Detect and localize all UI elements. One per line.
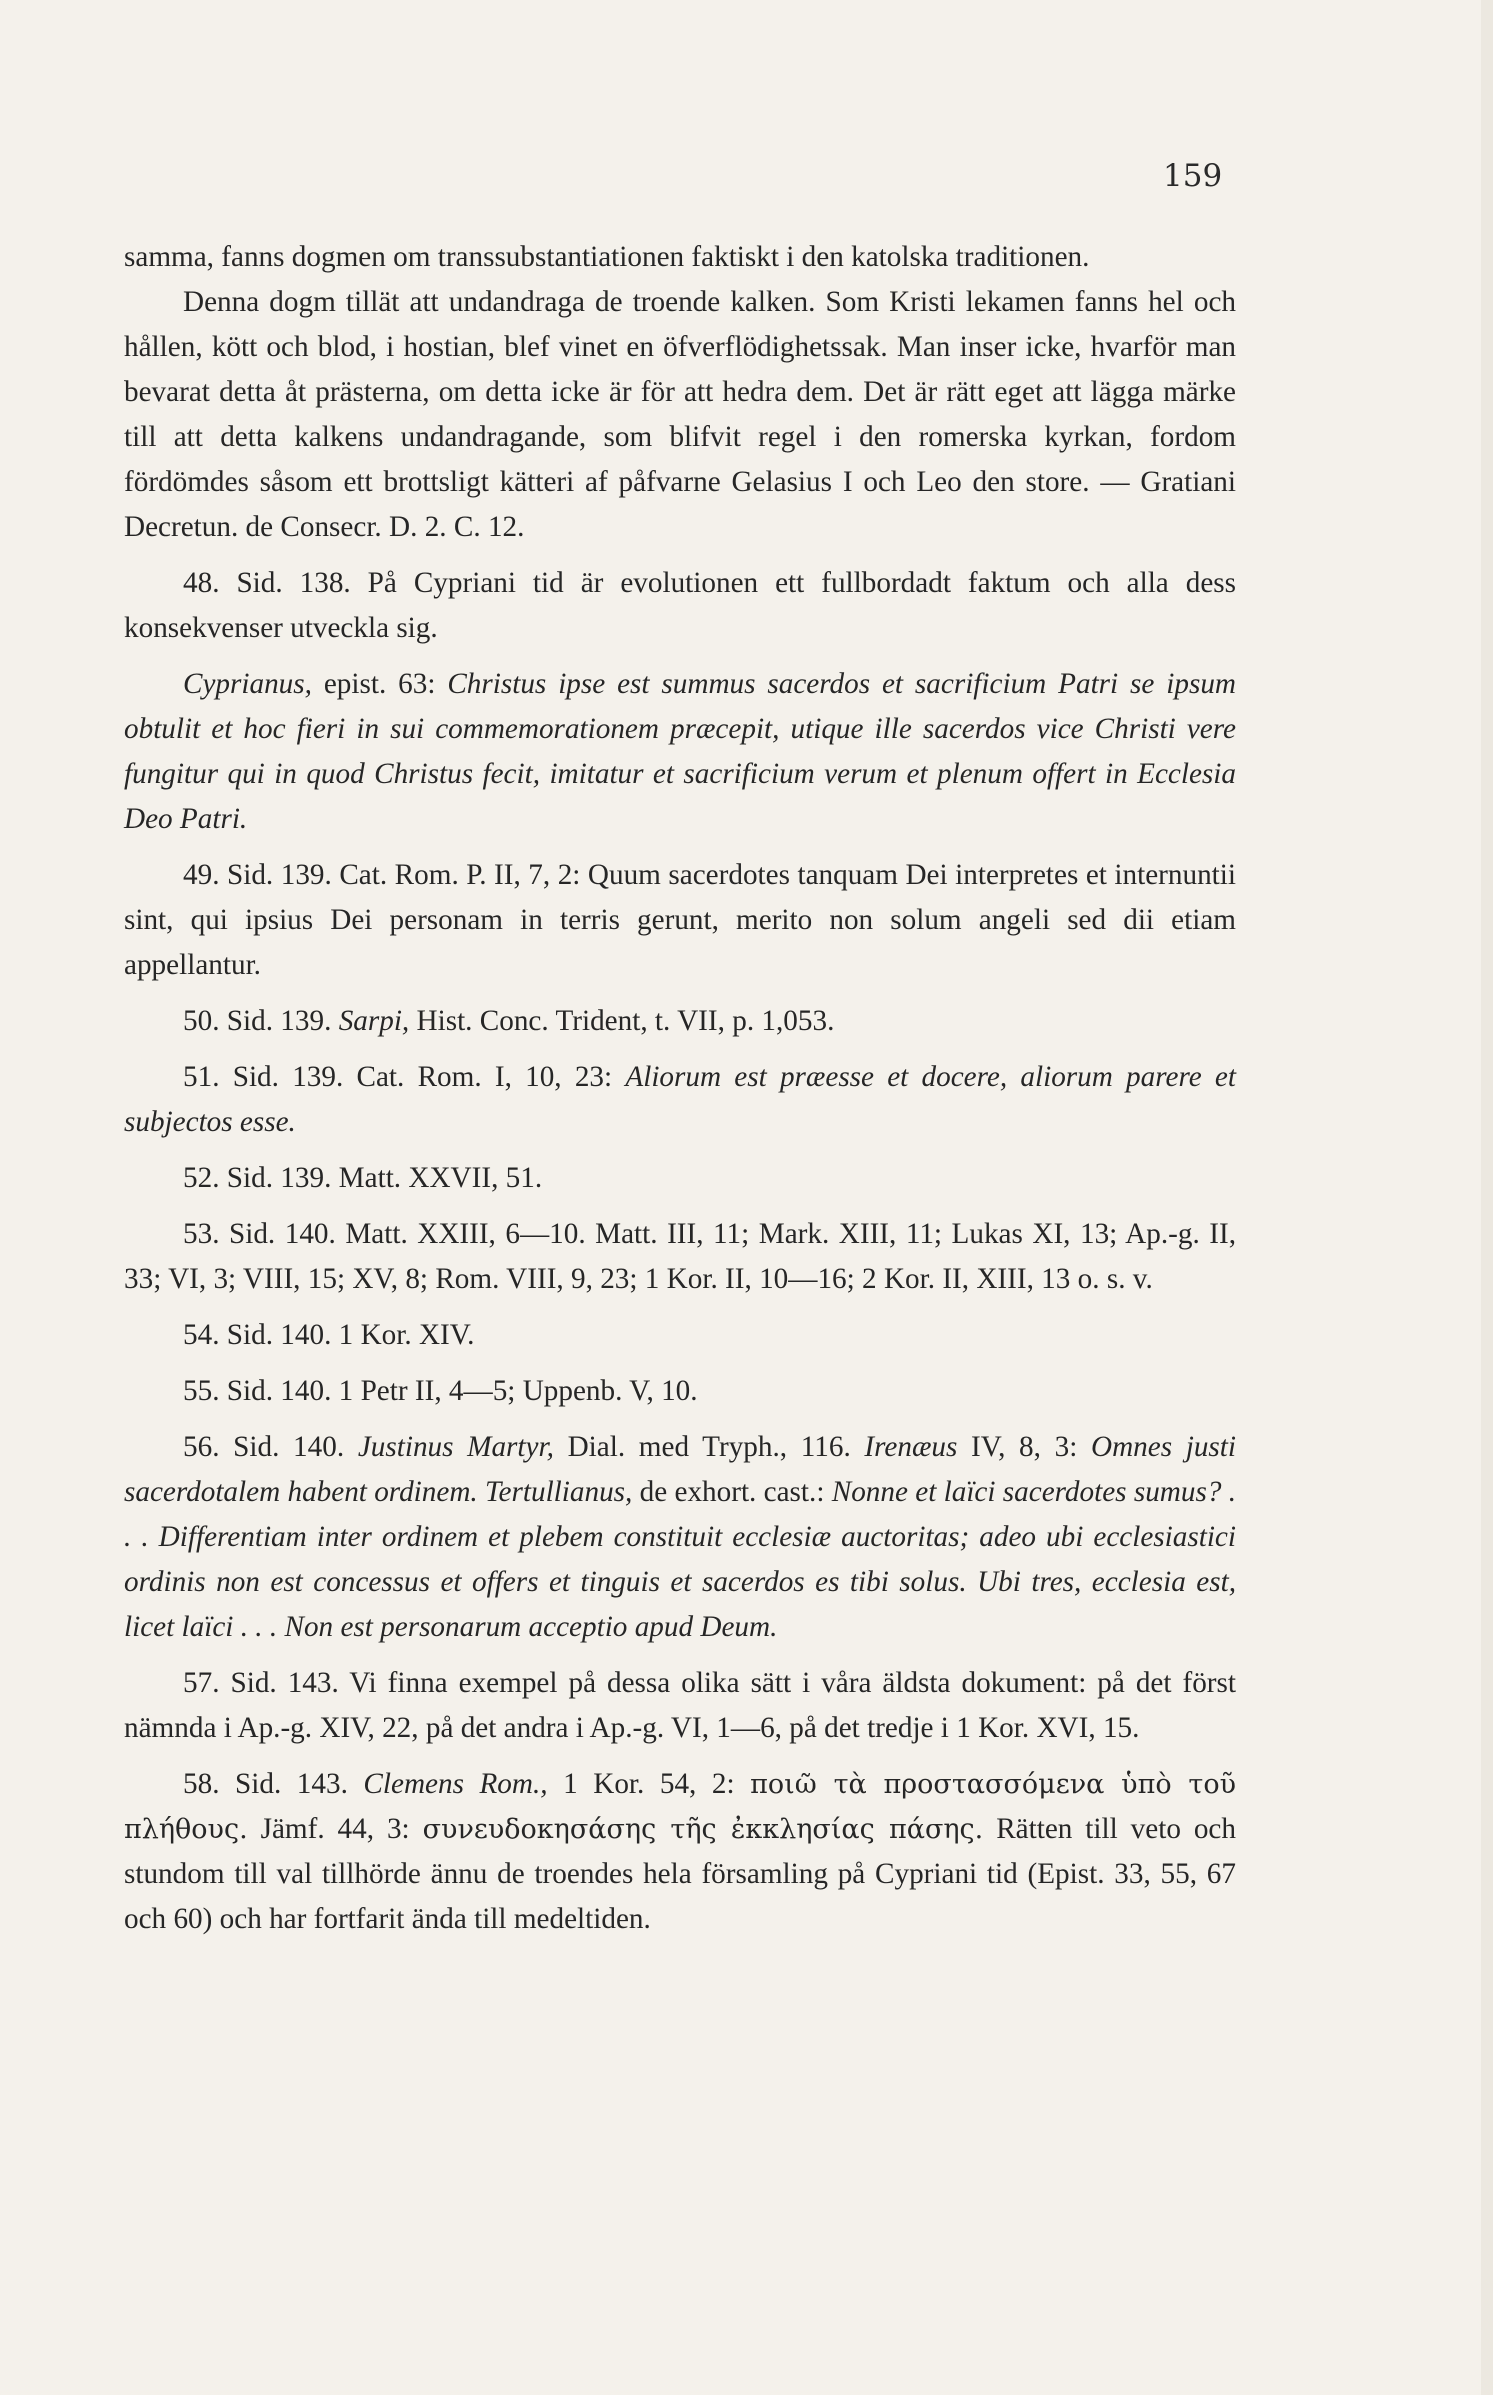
body-text [124, 235, 1236, 1942]
text-run: Rätten till veto och stundom till val tillhörde ännu de troendes hela församling på Cypriani tid (Epist. 33, 55, 67 och 60) och har fortfarit ända till medeltiden. [124, 1813, 1236, 1935]
paragraph [124, 853, 1236, 988]
text-run: epist. 63: [311, 668, 448, 700]
paragraph [124, 999, 1236, 1044]
text-run: Dial. med Tryph., 116. [553, 1431, 865, 1463]
italic-text: Sarpi, [338, 1005, 410, 1037]
text-run: Denna dogm tillät att undandraga de troende kalken. Som Kristi lekamen fanns hel och hållen, kött och blod, i hostian, blef vinet en öfverflödighetssak. Man inser icke, hvarför man bevarat detta åt prästerna, om detta icke är för att hedra dem. Det är rätt eget att lägga märke till att detta kalkens undandragande, som blifvit regel i den romerska kyrkan, fordom fördömdes såsom ett brottsligt kätteri af påfvarne Gelasius I och Leo den store. — Gratiani Decretun. de Consecr. D. 2. C. 12. [124, 286, 1236, 543]
text-run: 1 Kor. 54, 2: [547, 1768, 751, 1800]
italic-text: Clemens Rom., [363, 1768, 548, 1800]
text-run: Jämf. 44, 3: [247, 1813, 423, 1845]
text-run: de exhort. cast.: [632, 1476, 832, 1508]
paragraph [124, 1313, 1236, 1358]
text-run: IV, 8, 3: [957, 1431, 1091, 1463]
text-run: 53. Sid. 140. Matt. XXIII, 6—10. Matt. III, 11; Mark. XIII, 11; Lukas XI, 13; Ap.-g. II, 33; VI, 3; VIII, 15; XV, 8; Rom. VIII, 9, 23; 1 Kor. II, 10—16; 2 Kor. II, XIII, 13 o. s. v. [124, 1218, 1236, 1295]
italic-text: Omnes justi sacerdotalem habent ordinem. Tertullianus, [124, 1431, 1237, 1508]
italic-text: Christus ipse est summus sacerdos et sacrificium Patri se ipsum obtulit et hoc fieri in sui commemorationem præcepit, utique ille sacerdos vice Christi vere fungitur qui in quod Christus fecit, imitatur et sacrificium verum et plenum offert in Ecclesia Deo Patri. [124, 668, 1236, 835]
paragraph [124, 1661, 1236, 1751]
paragraph [124, 1369, 1236, 1414]
paragraph [124, 1212, 1236, 1302]
paragraph [124, 1425, 1236, 1650]
text-run: 49. Sid. 139. Cat. Rom. P. II, 7, 2: Quum sacerdotes tanquam Dei interpretes et internuntii sint, qui ipsius Dei personam in terris gerunt, merito non solum angeli sed dii etiam appellantur. [124, 859, 1236, 981]
paragraph [124, 1762, 1236, 1942]
paragraph [124, 1055, 1236, 1145]
greek-text: συνευδοκησάσης τῆς ἐκκλησίας πάσης. [422, 1814, 984, 1845]
text-run: Hist. Conc. Trident, t. VII, p. 1,053. [409, 1005, 835, 1037]
page-edge [1481, 0, 1493, 2395]
paragraph [124, 662, 1236, 842]
text-run: 55. Sid. 140. 1 Petr II, 4—5; Uppenb. V, 10. [183, 1375, 698, 1407]
italic-text: Cyprianus, [183, 668, 312, 700]
italic-text: Justinus Martyr, [357, 1431, 554, 1463]
greek-text: ποιῶ τὰ προστασσόμενα ὑπὸ τοῦ πλήθους. [124, 1769, 1237, 1845]
text-run: 51. Sid. 139. Cat. Rom. I, 10, 23: [183, 1061, 626, 1093]
italic-text: Irenæus [864, 1431, 958, 1463]
text-run: 56. Sid. 140. [183, 1431, 358, 1463]
text-run: 54. Sid. 140. 1 Kor. XIV. [183, 1319, 475, 1351]
italic-text: Nonne et laïci sacerdotes sumus? . . . Differentiam inter ordinem et plebem constituit ecclesiæ auctoritas; adeo ubi ecclesiastici ordinis non est concessus et offers et tinguis et sacerdos es tibi solus. Ubi tres, ecclesia est, licet laïci . . . Non est personarum acceptio apud Deum. [124, 1476, 1237, 1643]
paragraph [124, 1156, 1236, 1201]
page-number: 159 [1163, 158, 1223, 194]
text-run: 50. Sid. 139. [183, 1005, 339, 1037]
paragraph-continued [124, 235, 1236, 280]
text-run: samma, fanns dogmen om transsubstantiationen faktiskt i den katolska traditionen. [124, 241, 1090, 273]
italic-text: Aliorum est præesse et docere, aliorum parere et subjectos esse. [124, 1061, 1236, 1138]
text-run: 57. Sid. 143. Vi finna exempel på dessa olika sätt i våra äldsta dokument: på det först nämnda i Ap.-g. XIV, 22, på det andra i Ap.-g. VI, 1—6, på det tredje i 1 Kor. XVI, 15. [124, 1667, 1236, 1744]
text-run: 58. Sid. 143. [183, 1768, 364, 1800]
text-run: 48. Sid. 138. På Cypriani tid är evolutionen ett fullbordadt faktum och alla dess konsekvenser utveckla sig. [124, 567, 1236, 644]
paragraph [124, 280, 1236, 550]
paragraph [124, 561, 1236, 651]
text-run: 52. Sid. 139. Matt. XXVII, 51. [183, 1162, 543, 1194]
